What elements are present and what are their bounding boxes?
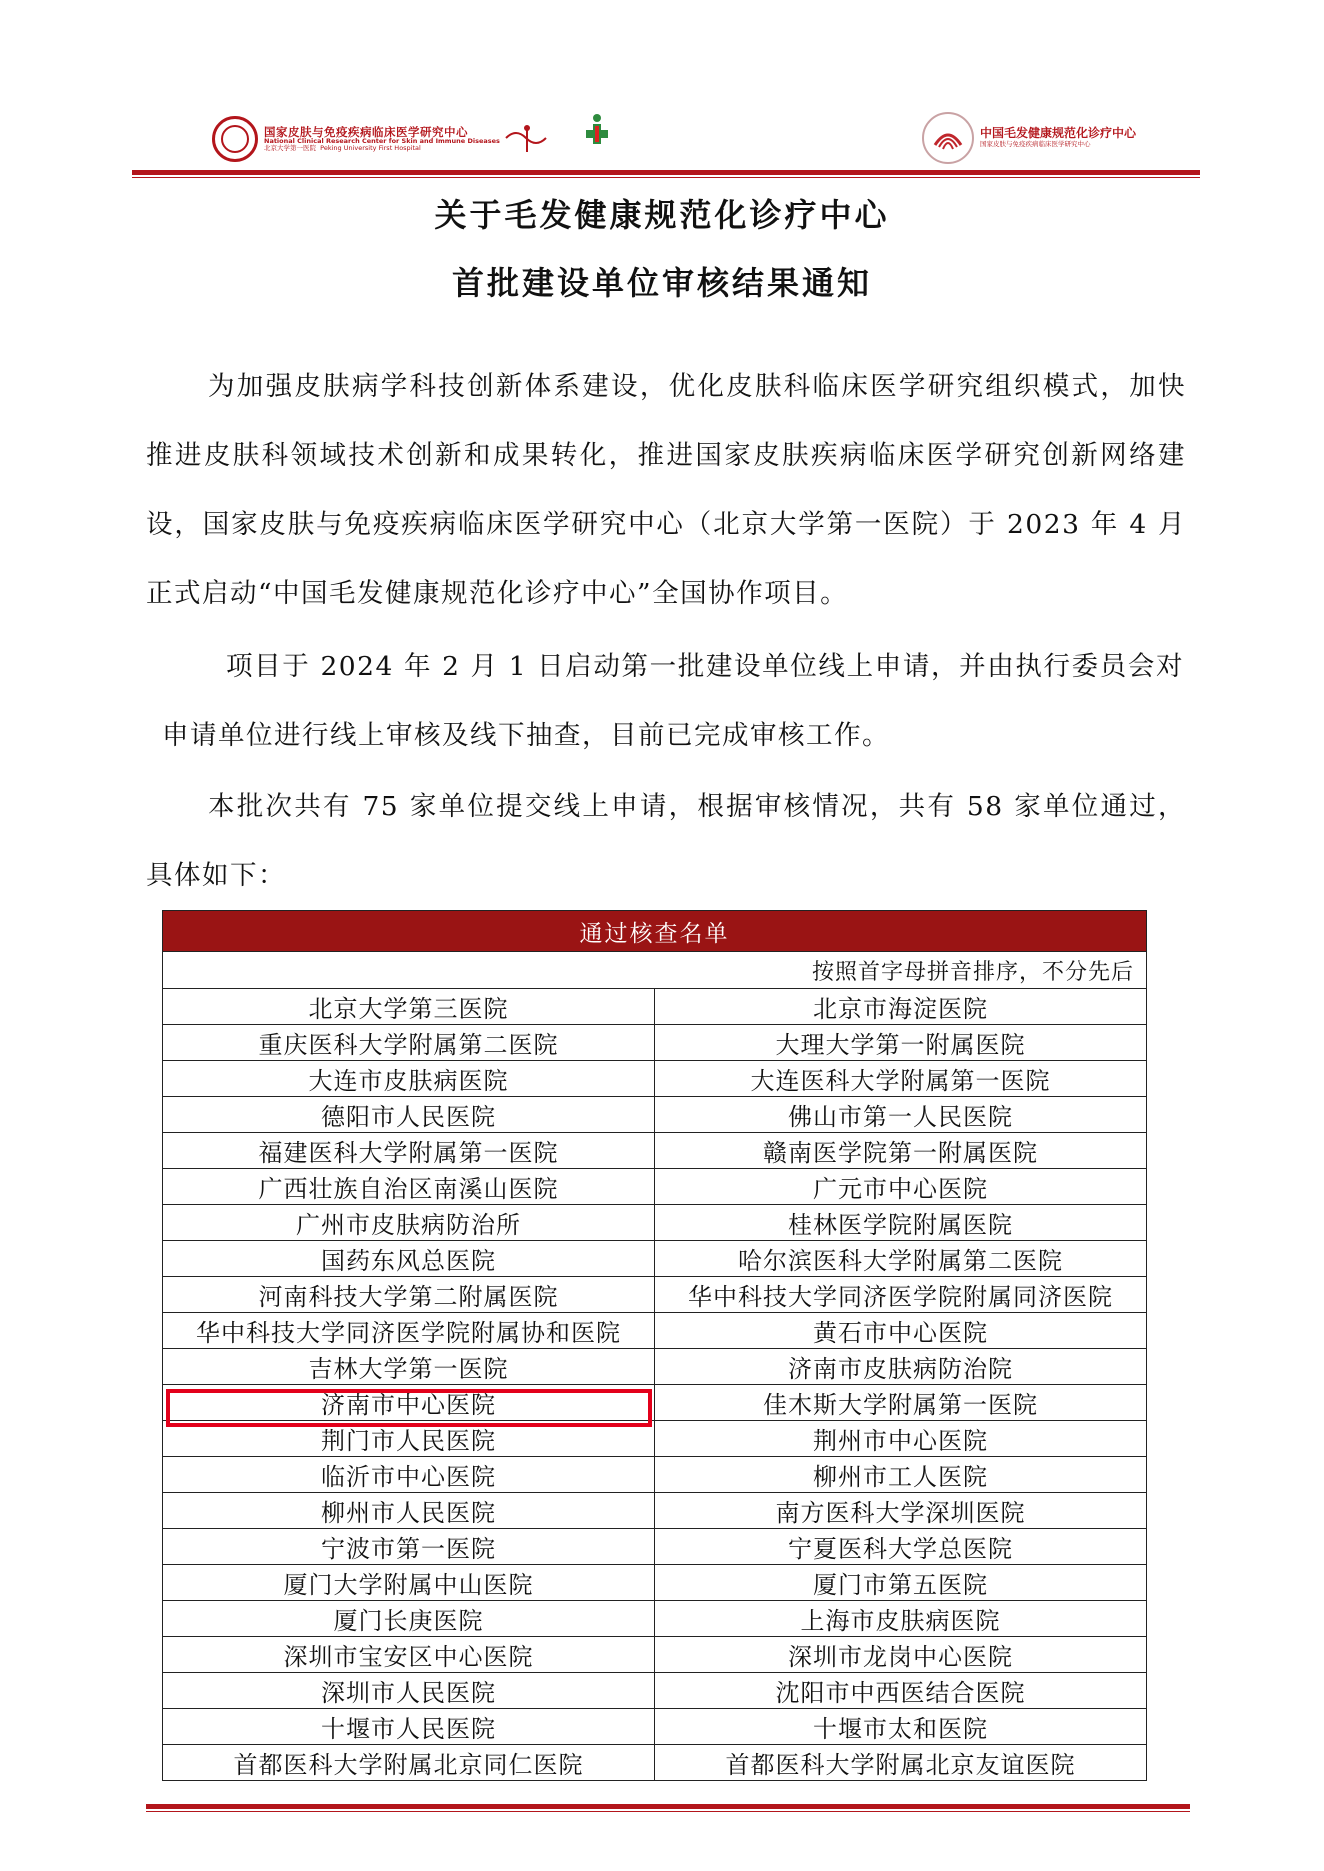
hospital-cell-left: 吉林大学第一医院 xyxy=(163,1349,655,1385)
footer-rule xyxy=(146,1804,1190,1809)
approved-list-table xyxy=(162,910,1147,1781)
hospital-cell-right: 黄石市中心医院 xyxy=(655,1313,1147,1349)
table-row xyxy=(163,1493,1147,1529)
hospital-cell-right: 南方医科大学深圳医院 xyxy=(655,1493,1147,1529)
hospital-cell-right: 沈阳市中西医结合医院 xyxy=(655,1673,1147,1709)
hospital-cell-left: 大连市皮肤病医院 xyxy=(163,1061,655,1097)
table-header: 通过核查名单 xyxy=(163,911,1147,952)
hospital-cell-left: 十堰市人民医院 xyxy=(163,1709,655,1745)
hospital-cell-right: 佛山市第一人民医院 xyxy=(655,1097,1147,1133)
table-row xyxy=(163,1241,1147,1277)
hospital-cell-left: 华中科技大学同济医学院附属协和医院 xyxy=(163,1313,655,1349)
table-note: 按照首字母拼音排序，不分先后 xyxy=(163,952,1147,989)
hospital-cell-left: 河南科技大学第二附属医院 xyxy=(163,1277,655,1313)
table-row xyxy=(163,1061,1147,1097)
table-row xyxy=(163,989,1147,1025)
nccr-name-en: National Clinical Research Center for Skin and Immune Diseases xyxy=(264,137,500,146)
hospital-cell-left: 广州市皮肤病防治所 xyxy=(163,1205,655,1241)
hospital-cell-left: 宁波市第一医院 xyxy=(163,1529,655,1565)
header-rule xyxy=(132,170,1200,175)
nccr-logo xyxy=(212,116,550,162)
hospital-cell-left: 福建医科大学附属第一医院 xyxy=(163,1133,655,1169)
hospital-cell-left: 德阳市人民医院 xyxy=(163,1097,655,1133)
hair-center-name-cn: 中国毛发健康规范化诊疗中心 xyxy=(980,126,1137,141)
hospital-cell-right: 十堰市太和医院 xyxy=(655,1709,1147,1745)
highlight-box xyxy=(166,1389,652,1427)
hospital-cell-right: 华中科技大学同济医学院附属同济医院 xyxy=(655,1277,1147,1313)
hospital-cell-right: 广元市中心医院 xyxy=(655,1169,1147,1205)
table-row xyxy=(163,1637,1147,1673)
hospital-cell-left: 广西壮族自治区南溪山医院 xyxy=(163,1169,655,1205)
hospital-cell-right: 柳州市工人医院 xyxy=(655,1457,1147,1493)
hospital-cell-left: 济南市中心医院 xyxy=(163,1385,655,1421)
hospital-cell-left: 深圳市人民医院 xyxy=(163,1673,655,1709)
hospital-cell-left: 首都医科大学附属北京同仁医院 xyxy=(163,1745,655,1781)
nccr-name-cn: 国家皮肤与免疫疾病临床医学研究中心 xyxy=(264,125,468,140)
table-row xyxy=(163,1709,1147,1745)
hair-center-logo xyxy=(922,112,1136,164)
table-row xyxy=(163,1133,1147,1169)
table-note-row xyxy=(163,952,1147,989)
hospital-cell-right: 赣南医学院第一附属医院 xyxy=(655,1133,1147,1169)
table-row xyxy=(163,1025,1147,1061)
hospital-cell-right: 荆州市中心医院 xyxy=(655,1421,1147,1457)
hospital-cell-left: 厦门大学附属中山医院 xyxy=(163,1565,655,1601)
header-rule-thin xyxy=(132,177,1200,178)
hospital-cell-right: 北京市海淀医院 xyxy=(655,989,1147,1025)
hospital-cell-right: 宁夏医科大学总医院 xyxy=(655,1529,1147,1565)
nccr-seal-icon xyxy=(212,116,258,162)
hospital-cell-right: 桂林医学院附属医院 xyxy=(655,1205,1147,1241)
hospital-cell-right: 大连医科大学附属第一医院 xyxy=(655,1061,1147,1097)
hospital-cell-right: 首都医科大学附属北京友谊医院 xyxy=(655,1745,1147,1781)
hair-center-subtitle: 国家皮肤与免疫疾病临床医学研究中心 xyxy=(980,140,1091,149)
hospital-cell-left: 荆门市人民医院 xyxy=(163,1421,655,1457)
hospital-cell-left: 临沂市中心医院 xyxy=(163,1457,655,1493)
paragraph-result: 本批次共有 75 家单位提交线上申请，根据审核情况，共有 58 家单位通过，具体如下： xyxy=(146,791,1186,891)
table-row xyxy=(163,1205,1147,1241)
green-cross-icon xyxy=(582,112,612,146)
document-title-line1: 关于毛发健康规范化诊疗中心 xyxy=(434,196,890,234)
hospital-cell-right: 上海市皮肤病医院 xyxy=(655,1601,1147,1637)
hospital-cell-left: 国药东风总医院 xyxy=(163,1241,655,1277)
table-row xyxy=(163,1349,1147,1385)
hospital-cell-right: 大理大学第一附属医院 xyxy=(655,1025,1147,1061)
table-row xyxy=(163,1529,1147,1565)
table-row xyxy=(163,1457,1147,1493)
table-row xyxy=(163,1313,1147,1349)
table-row xyxy=(163,1169,1147,1205)
footer-rule-thin xyxy=(146,1811,1190,1812)
medical-association-logo xyxy=(562,112,632,150)
hospital-cell-right: 哈尔滨医科大学附属第二医院 xyxy=(655,1241,1147,1277)
table-row xyxy=(163,1745,1147,1781)
hospital-cell-right: 佳木斯大学附属第一医院 xyxy=(655,1385,1147,1421)
table-row xyxy=(163,1097,1147,1133)
document-title-line2: 首批建设单位审核结果通知 xyxy=(451,264,872,302)
hospital-cell-left: 重庆医科大学附属第二医院 xyxy=(163,1025,655,1061)
hospital-cell-left: 厦门长庚医院 xyxy=(163,1601,655,1637)
table-row xyxy=(163,1565,1147,1601)
paragraph-intro: 为加强皮肤病学科技创新体系建设，优化皮肤科临床医学研究组织模式，加快推进皮肤科领域技术创新和成果转化，推进国家皮肤疾病临床医学研究创新网络建设，国家皮肤与免疫疾病临床医学研究中心（北京大学第一医院）于 2023 年 4 月正式启动“中国毛发健康规范化诊疗中心”全国协作项目。 xyxy=(146,371,1186,609)
paragraph-review: 项目于 2024 年 2 月 1 日启动第一批建设单位线上申请，并由执行委员会对申请单位进行线上审核及线下抽查，目前已完成审核工作。 xyxy=(162,651,1184,751)
table-row xyxy=(163,1601,1147,1637)
pku-name: 北京大学第一医院 Peking University First Hospital xyxy=(264,144,421,153)
hospital-cell-left: 柳州市人民医院 xyxy=(163,1493,655,1529)
table-header-row xyxy=(163,911,1147,952)
hospital-cell-right: 济南市皮肤病防治院 xyxy=(655,1349,1147,1385)
hair-center-emblem-icon xyxy=(922,112,974,164)
hospital-cell-left: 深圳市宝安区中心医院 xyxy=(163,1637,655,1673)
caduceus-icon xyxy=(504,124,550,154)
table-row xyxy=(163,1277,1147,1313)
hospital-cell-right: 厦门市第五医院 xyxy=(655,1565,1147,1601)
letterhead xyxy=(132,108,1200,170)
table-row xyxy=(163,1673,1147,1709)
hospital-cell-left: 北京大学第三医院 xyxy=(163,989,655,1025)
hospital-cell-right: 深圳市龙岗中心医院 xyxy=(655,1637,1147,1673)
